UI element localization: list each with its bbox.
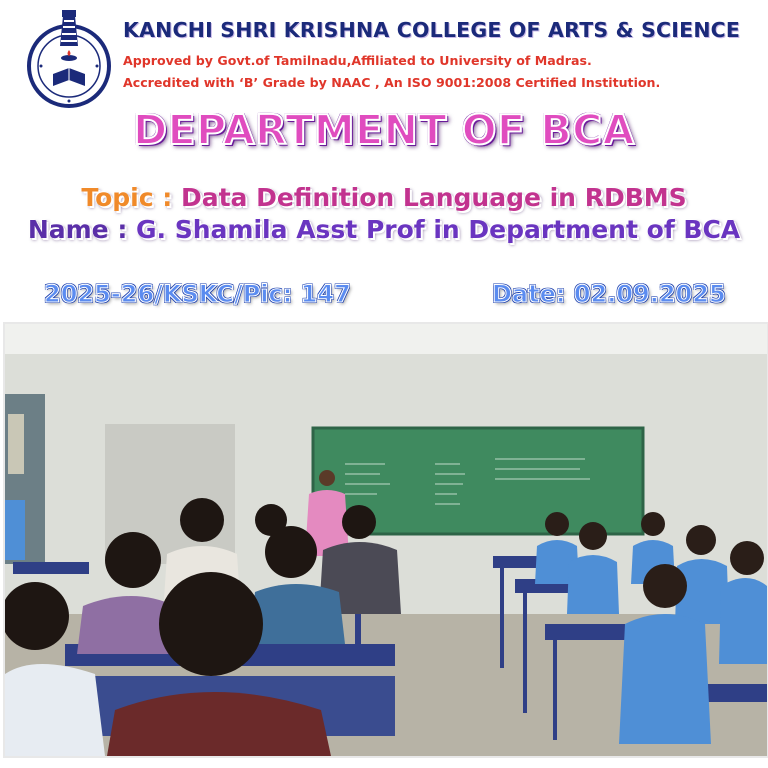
event-date: Date: 02.09.2025 xyxy=(492,280,726,308)
name-line xyxy=(0,215,768,244)
name-label: Name : xyxy=(27,215,137,244)
accreditation-text: Accredited with ‘B’ Grade by NAAC , An ISO 9001:2008 Certified Institution. xyxy=(123,75,661,90)
approval-text: Approved by Govt.of Tamilnadu,Affiliated to University of Madras. xyxy=(123,53,592,68)
classroom-photo xyxy=(3,322,768,758)
college-emblem-icon xyxy=(26,6,112,110)
topic-label: Topic : xyxy=(81,183,181,212)
classroom-scene xyxy=(5,324,767,756)
topic-value: Data Definition Language in RDBMS xyxy=(180,183,687,212)
college-name: KANCHI SHRI KRISHNA COLLEGE OF ARTS & SCIENCE xyxy=(123,18,741,42)
person-left-edge xyxy=(5,500,25,560)
department-title: DEPARTMENT OF BCA xyxy=(133,106,635,154)
name-value: G. Shamila Asst Prof in Department of BCA xyxy=(136,215,741,244)
topic-line xyxy=(0,183,768,212)
reference-number: 2025-26/KSKC/Pic: 147 xyxy=(44,280,351,308)
college-logo xyxy=(26,6,112,110)
